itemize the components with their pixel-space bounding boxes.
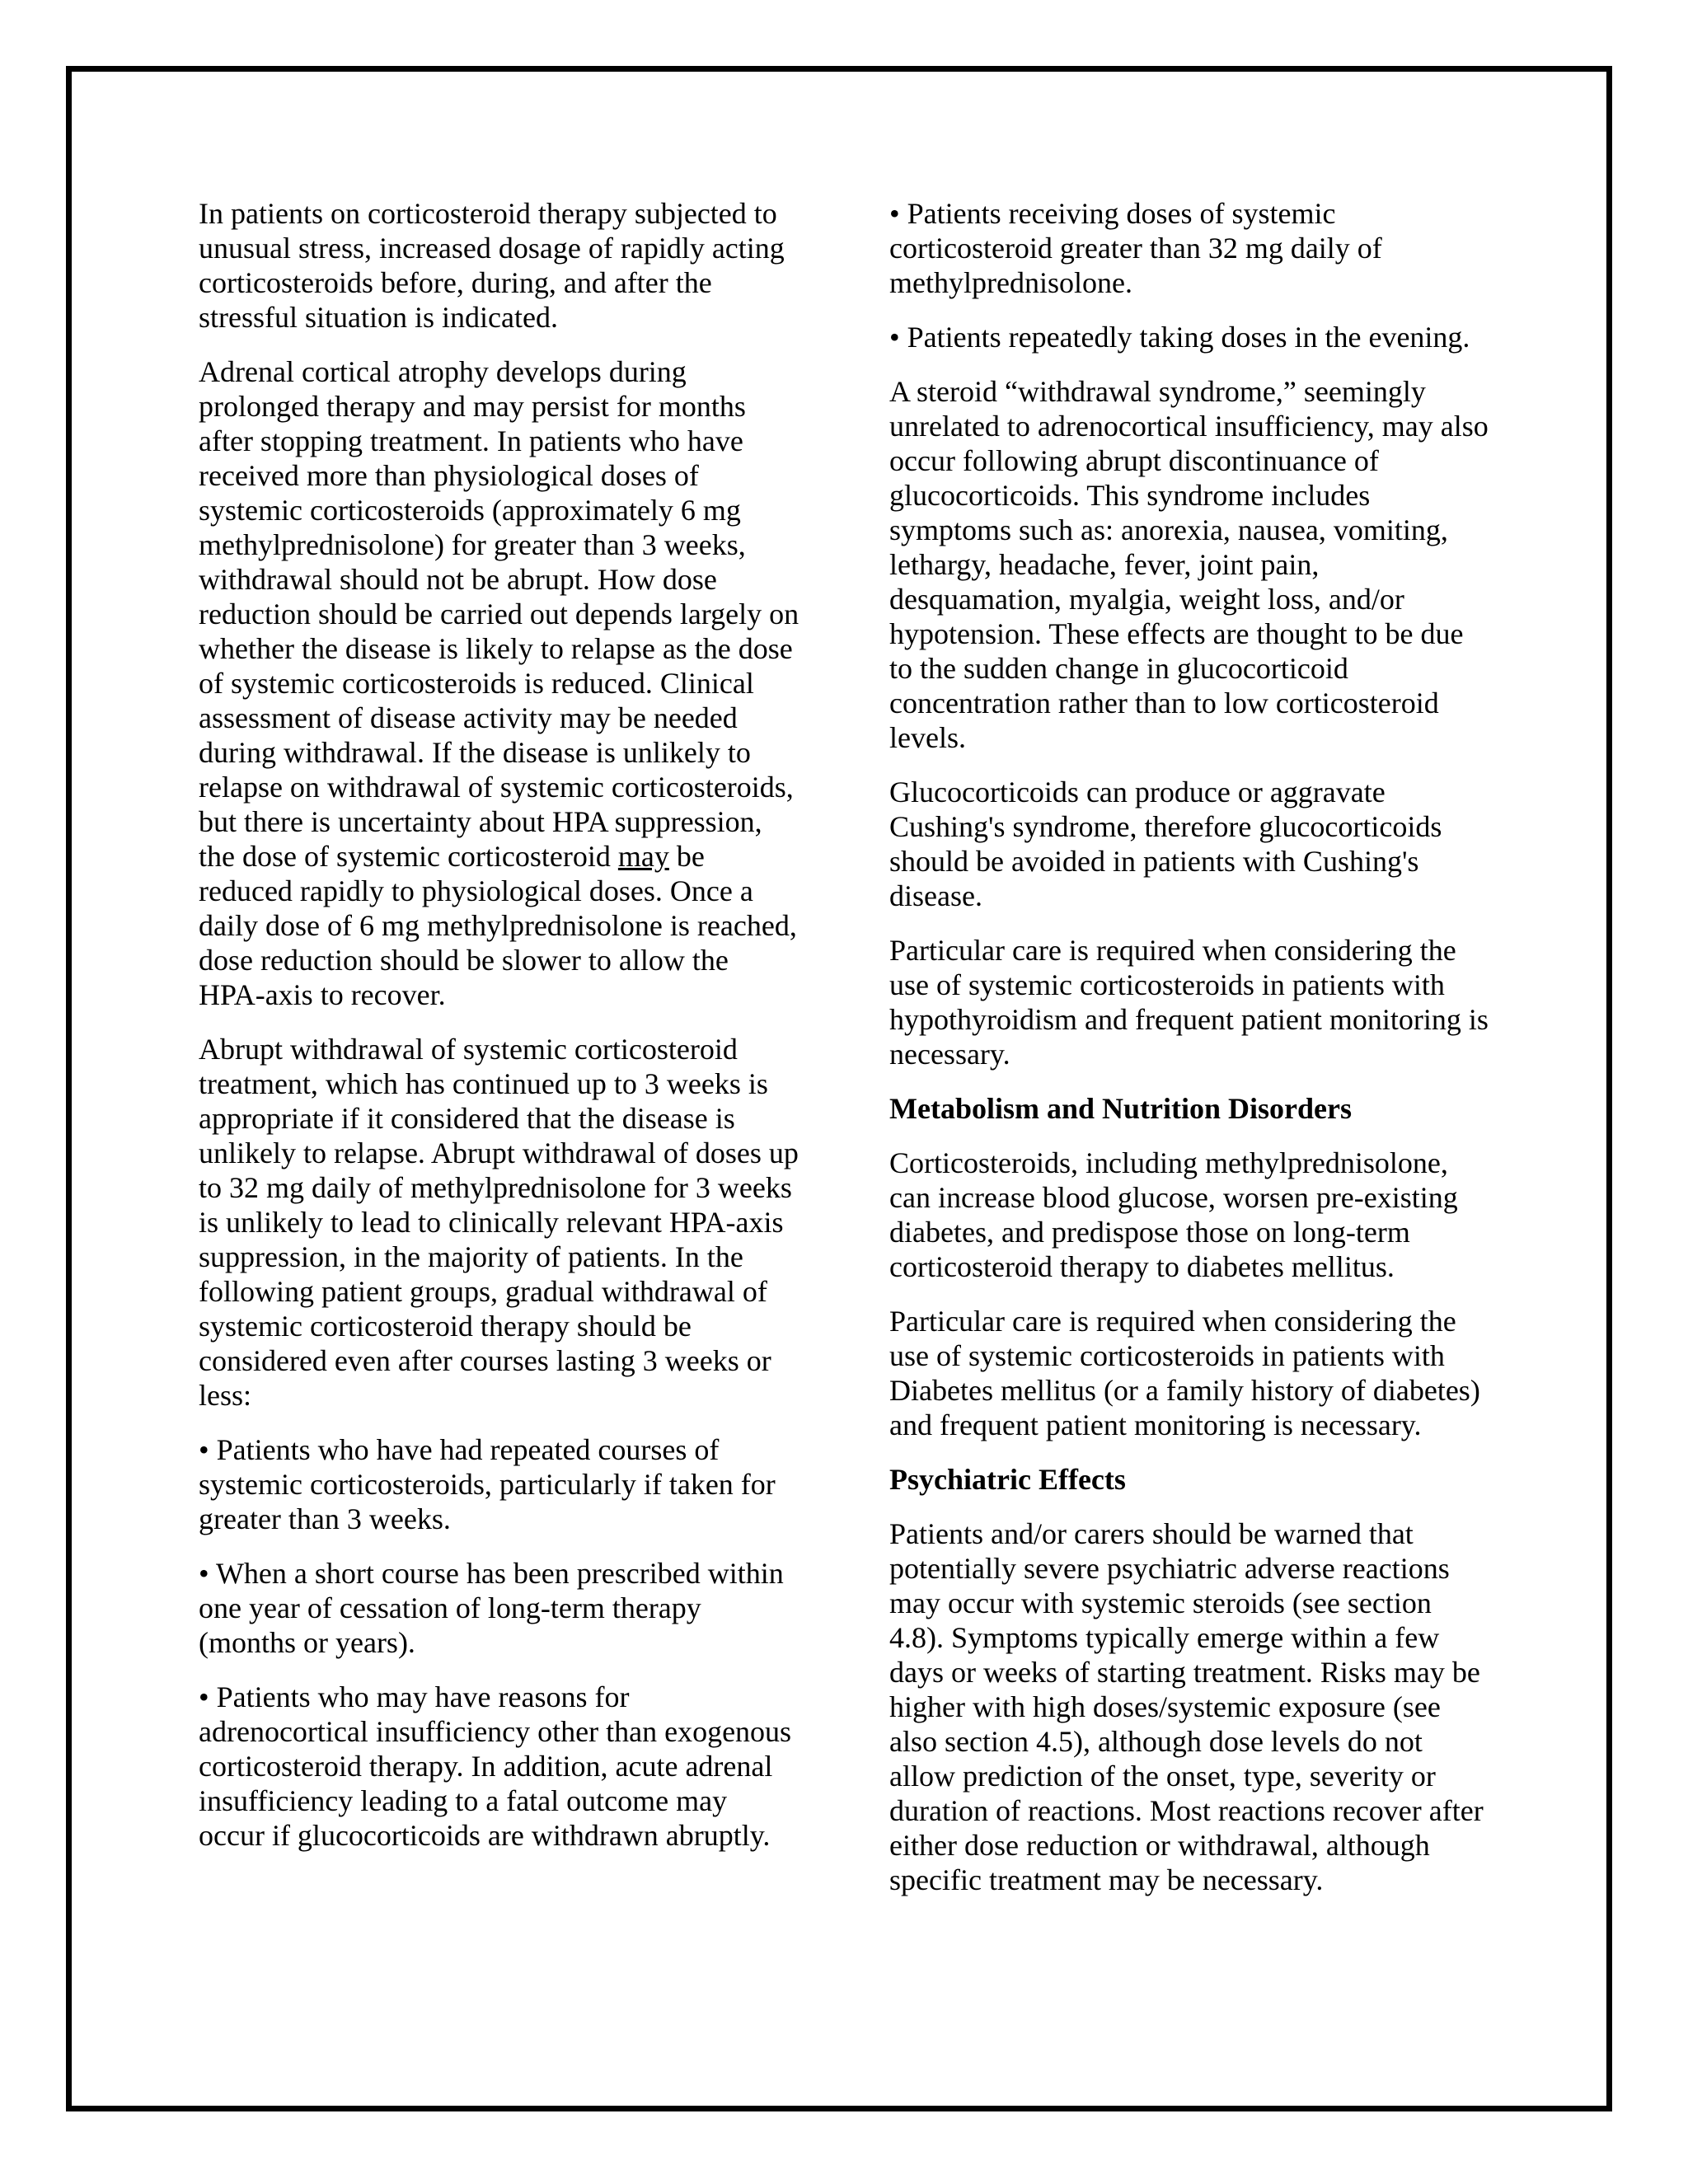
bullet-evening-doses: • Patients repeatedly taking doses in the evening.: [889, 321, 1470, 354]
paragraph-hypothyroidism: Particular care is required when considering the use of systemic corticosteroids in patients with hypothyroidism and frequent patient monitoring is necessary.: [889, 934, 1489, 1071]
heading-metabolism: Metabolism and Nutrition Disorders: [889, 1092, 1352, 1125]
paragraph-withdrawal-syndrome: A steroid “withdrawal syndrome,” seemingly unrelated to adrenocortical insufficiency, may also occur following abrupt discontinuance of glucocorticoids. This syndrome includes symptoms such as: anorexia, nausea, vomiting, lethargy, headache, fever, joint pain, desquamation, myalgia, weight loss, and/or hypotension. These effects are thought to be due to the sudden change in glucocorticoid concentration rather than to low corticosteroid levels.: [889, 375, 1489, 754]
text-segment: Adrenal cortical atrophy develops during prolonged therapy and may persist for months after stopping treatment. In patients who have received more than physiological doses of systemic corticosteroids (approximately 6 mg methylprednisolone) for greater than 3 weeks, withdrawal should not be abrupt. How dose reduction should be carried out depends largely on whether the disease is likely to relapse as the dose of systemic corticosteroids is reduced. Clinical assessment of disease activity may be needed during withdrawal. If the disease is unlikely to relapse on withdrawal of systemic corticosteroids, but there is uncertainty about HPA suppression, the dose of systemic corticosteroid: [199, 355, 799, 873]
left-column: [199, 196, 800, 1872]
paragraph-diabetes-care: Particular care is required when considering the use of systemic corticosteroids in patients with Diabetes mellitus (or a family history of diabetes) and frequent patient monitoring is necessary.: [889, 1305, 1480, 1441]
right-column: [889, 196, 1493, 1917]
heading-psychiatric: Psychiatric Effects: [889, 1463, 1126, 1496]
text-segment: be reduced rapidly to physiological doses. Once a daily dose of 6 mg methylprednisolone is reached, dose reduction should be slower to allow the HPA-axis to recover.: [199, 840, 797, 1011]
paragraph-psychiatric-reactions: Patients and/or carers should be warned that potentially severe psychiatric adverse reactions may occur with systemic steroids (see section 4.8). Symptoms typically emerge within a few days or weeks of starting treatment. Risks may be higher with high doses/systemic exposure (see also section 4.5), although dose levels do not allow prediction of the onset, type, severity or duration of reactions. Most reactions recover after either dose reduction or withdrawal, although specific treatment may be necessary.: [889, 1517, 1484, 1896]
paragraph-abrupt-withdrawal: Abrupt withdrawal of systemic corticosteroid treatment, which has continued up to 3 weeks is appropriate if it considered that the disease is unlikely to relapse. Abrupt withdrawal of doses up to 32 mg daily of methylprednisolone for 3 weeks is unlikely to lead to clinically relevant HPA-axis suppression, in the majority of patients. In the following patient groups, gradual withdrawal of systemic corticosteroid therapy should be considered even after courses lasting 3 weeks or less:: [199, 1033, 799, 1412]
bullet-high-doses: • Patients receiving doses of systemic corticosteroid greater than 32 mg daily of methylprednisolone.: [889, 197, 1382, 299]
paragraph-adrenal-atrophy: [199, 354, 800, 1012]
paragraph-stress-dosage: In patients on corticosteroid therapy subjected to unusual stress, increased dosage of rapidly acting corticosteroids before, during, and after the stressful situation is indicated.: [199, 197, 785, 334]
paragraph-blood-glucose: Corticosteroids, including methylprednisolone, can increase blood glucose, worsen pre-existing diabetes, and predispose those on long-term corticosteroid therapy to diabetes mellitus.: [889, 1146, 1458, 1283]
bullet-short-course: • When a short course has been prescribed within one year of cessation of long-term therapy (months or years).: [199, 1557, 784, 1659]
bullet-repeated-courses: • Patients who have had repeated courses of systemic corticosteroids, particularly if taken for greater than 3 weeks.: [199, 1433, 776, 1535]
bullet-other-reasons: • Patients who may have reasons for adrenocortical insufficiency other than exogenous corticosteroid therapy. In addition, acute adrenal insufficiency leading to a fatal outcome may occur if glucocorticoids are withdrawn abruptly.: [199, 1680, 792, 1852]
underlined-word: may: [617, 840, 669, 873]
paragraph-cushings: Glucocorticoids can produce or aggravate Cushing's syndrome, therefore glucocorticoids should be avoided in patients with Cushing's disease.: [889, 776, 1442, 912]
